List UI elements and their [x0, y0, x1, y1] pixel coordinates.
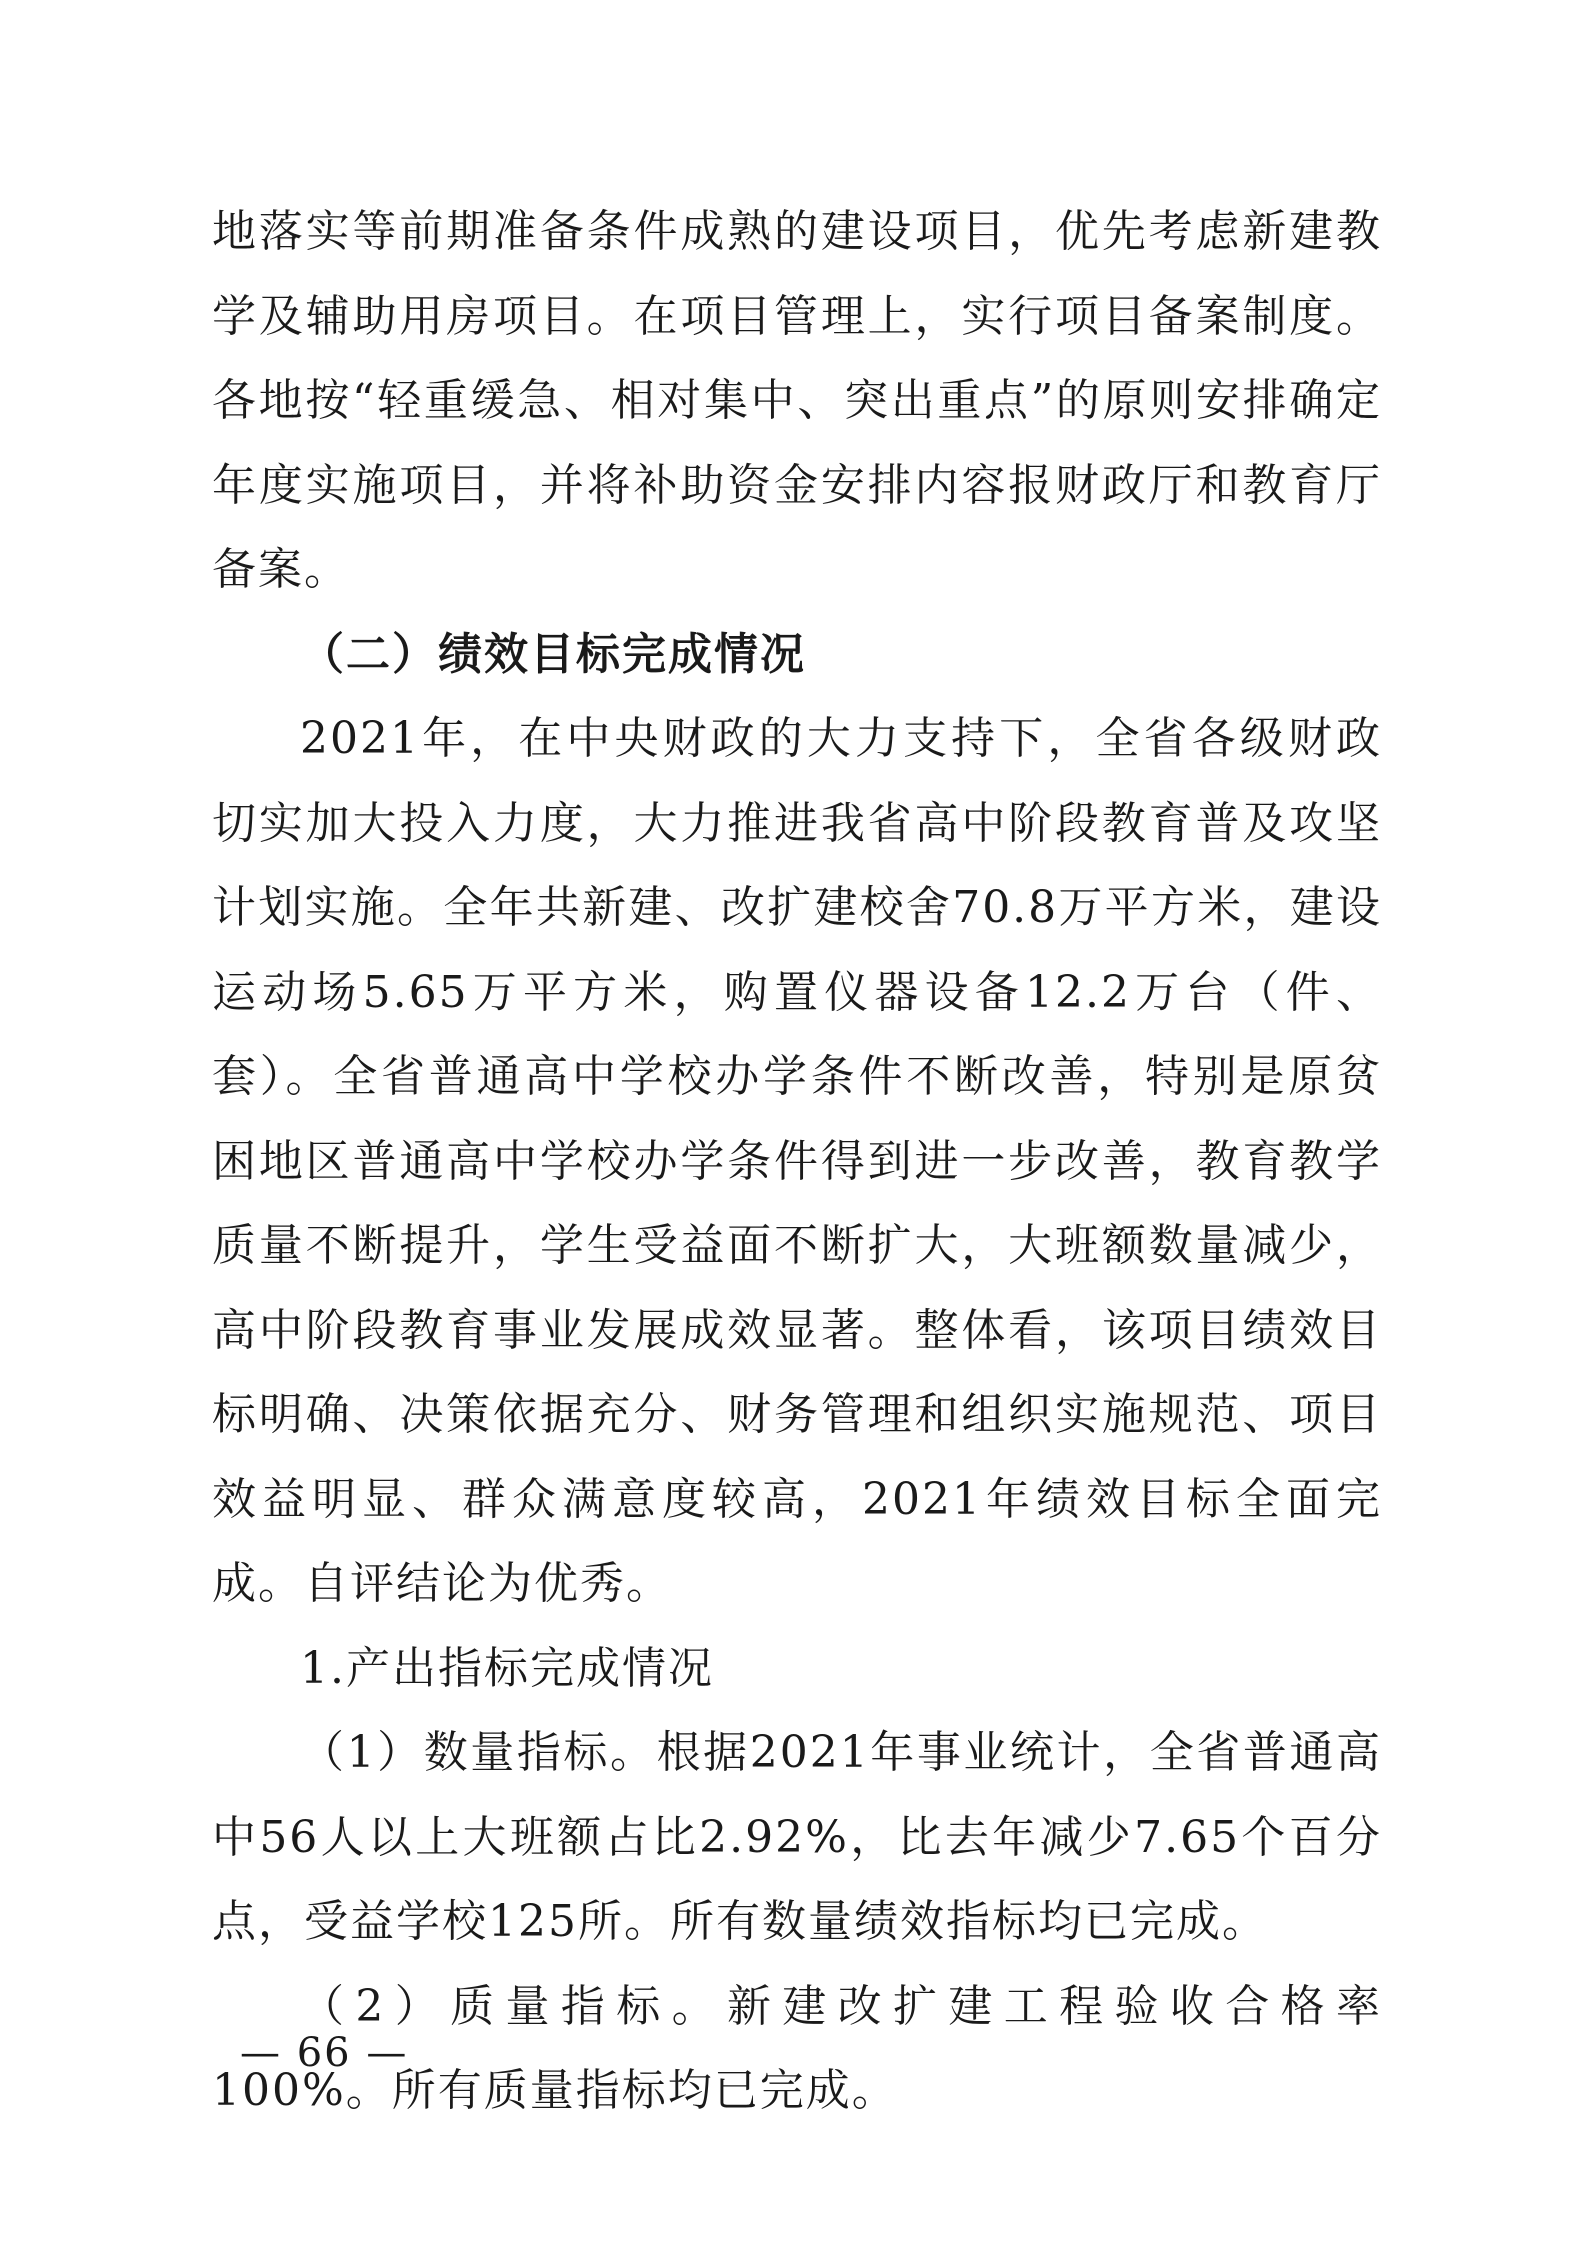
section-heading: （二）绩效目标完成情况: [300, 628, 806, 680]
paragraph-quality-indicators: （2）质量指标。新建改扩建工程验收合格率100%。所有质量指标均已完成。: [212, 1980, 1382, 2116]
body-text: [212, 190, 1382, 2134]
paragraph-performance-summary: 2021年，在中央财政的大力支持下，全省各级财政切实加大投入力度，大力推进我省高中阶段教育普及攻坚计划实施。全年共新建、改扩建校舍70.8万平方米，建设运动场5.65万平方米，购置仪器设备12.2万台（件、套）。全省普通高中学校办学条件不断改善，特别是原贫困地区普通高中学校办学条件得到进一步改善，教育教学质量不断提升，学生受益面不断扩大，大班额数量减少，高中阶段教育事业发展成效显著。整体看，该项目绩效目标明确、决策依据充分、财务管理和组织实施规范、项目效益明显、群众满意度较高，2021年绩效目标全面完成。自评结论为优秀。: [212, 713, 1382, 1609]
page-number: — 66 —: [240, 2030, 409, 2076]
paragraph-continuation: 地落实等前期准备条件成熟的建设项目，优先考虑新建教学及辅助用房项目。在项目管理上，实行项目备案制度。各地按“轻重缓急、相对集中、突出重点”的原则安排确定年度实施项目，并将补助资金安排内容报财政厅和教育厅备案。: [212, 206, 1382, 595]
subheading-output-indicators: 1.产出指标完成情况: [300, 1642, 714, 1694]
paragraph-quantity-indicators: （1）数量指标。根据2021年事业统计，全省普通高中56人以上大班额占比2.92%，比去年减少7.65个百分点，受益学校125所。所有数量绩效指标均已完成。: [212, 1727, 1382, 1947]
